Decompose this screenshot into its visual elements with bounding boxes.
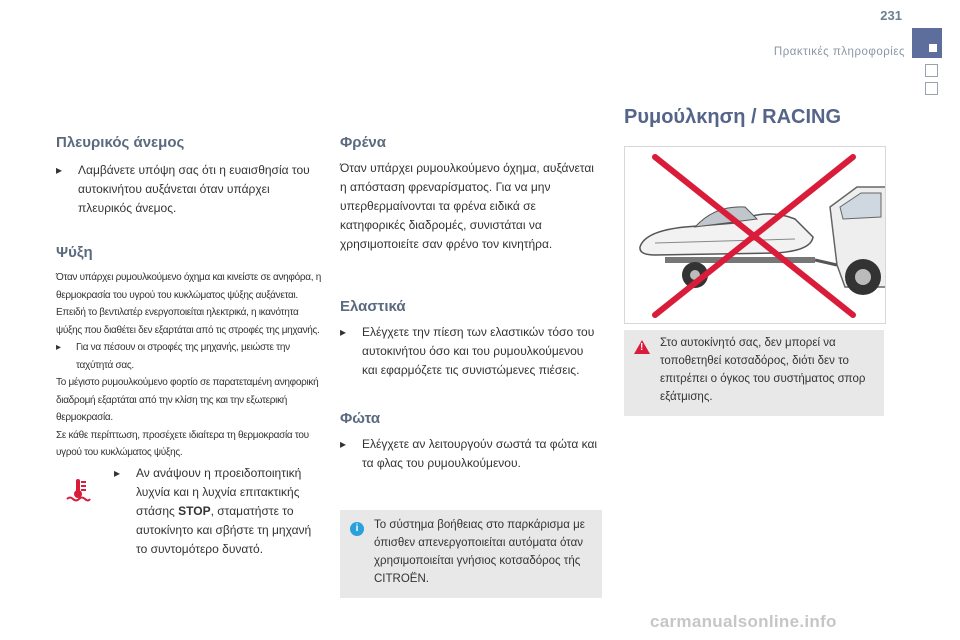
lights-bullet: ▸ Ελέγχετε αν λειτουργούν σωστά τα φώτα και τα φλας του ρυμουλκούμενου. [340,435,602,473]
warning-stop-bullet: ▸ Αν ανάψουν η προειδοποιητική λυχνία και η λυχνία επιτακτικής στάσης STOP, σταματήστε το αυτοκίνητο και σβήστε τη μηχανή το συντομότερο δυνατό. [114,464,324,559]
column-2 [340,134,602,473]
page-number: 231 [880,8,902,23]
crosswind-bullet: ▸ Λαμβάνετε υπόψη σας ότι η ευαισθησία του αυτοκινήτου αυξάνεται όταν υπάρχει πλευρικός άνεμος. [56,161,326,218]
bullet-arrow-icon: ▸ [340,325,347,339]
brakes-heading: Φρένα [340,134,386,151]
tyres-heading: Ελαστικά [340,298,406,315]
brakes-text: Όταν υπάρχει ρυμουλκούμενο όχημα, αυξάνεται η απόσταση φρεναρίσματος. Για να μην υπερθερμαίνονται τα φρένα ειδικά σε κατηφορικές διαδρομές, συνιστάται να χρησιμοποιείτε σαν φρένο τον κινητήρα. [340,161,594,251]
section-tab[interactable] [925,82,938,95]
section-tab-active[interactable] [912,28,942,58]
parking-assist-info-box [340,510,602,598]
section-label: Πρακτικές πληροφορίες [773,46,905,58]
towbar-warning-box [624,330,884,416]
watermark: carmanualsonline.info [650,612,837,631]
warning-text: Στο αυτοκίνητό σας, δεν μπορεί να τοποθετηθεί κοτσαδόρος, διότι δεν το επιτρέπει ο όγκος του συστήματος σπορ εξάτμισης. [660,337,866,403]
bullet-arrow-icon: ▸ [56,342,61,353]
info-icon: i [350,522,364,536]
cooling-bullet: ▸ Για να πέσουν οι στροφές της μηχανής, μειώστε την ταχύτητά σας. [56,339,326,374]
coolant-temperature-icon [64,476,92,504]
bullet-arrow-icon: ▸ [56,163,63,177]
cooling-paragraph-1: Όταν υπάρχει ρυμουλκούμενο όχημα και κινείστε σε ανηφόρα, η θερμοκρασία του υγρού του κυκλώματος ψύξης αυξάνεται. Επειδή το βεντιλατέρ ενεργοποιείται ηλεκτρικά, η ικανότητα ψύξης που διαθέτει δεν εξαρτάται από τις στροφές της μηχανής. [56,272,321,336]
stop-keyword: STOP [178,504,211,518]
jetski-trailer-crossed-illustration [624,146,886,324]
column-1 [56,134,326,462]
info-text: Το σύστημα βοήθειας στο παρκάρισμα με όπισθεν απενεργοποιείται αυτόματα όταν χρησιμοποιείται γνήσιος κοτσαδόρος τής CITROËN. [374,519,585,585]
warning-triangle-icon: ! [634,340,650,354]
cooling-paragraph-3: Σε κάθε περίπτωση, προσέχετε ιδιαίτερα τη θερμοκρασία του υγρού του κυκλώματος ψύξης. [56,429,309,458]
racing-heading: Ρυμούλκηση / RACING [624,106,842,128]
bullet-arrow-icon: ▸ [114,466,121,480]
cooling-paragraph-2: Το μέγιστο ρυμουλκούμενο φορτίο σε παρατεταμένη ανηφορική διαδρομή εξαρτάται από την κλίση της και την εξωτερική θερμοκρασία. [56,377,319,423]
section-tab[interactable] [925,64,938,77]
cooling-heading: Ψύξη [56,244,93,261]
lights-heading: Φώτα [340,410,381,427]
bullet-arrow-icon: ▸ [340,437,347,451]
tyres-bullet: ▸ Ελέγχετε την πίεση των ελαστικών τόσο του αυτοκινήτου όσο και του ρυμουλκούμενου και εφαρμόζετε τις συνιστώμενες πιέσεις. [340,323,602,380]
crosswind-heading: Πλευρικός άνεμος [56,134,185,151]
